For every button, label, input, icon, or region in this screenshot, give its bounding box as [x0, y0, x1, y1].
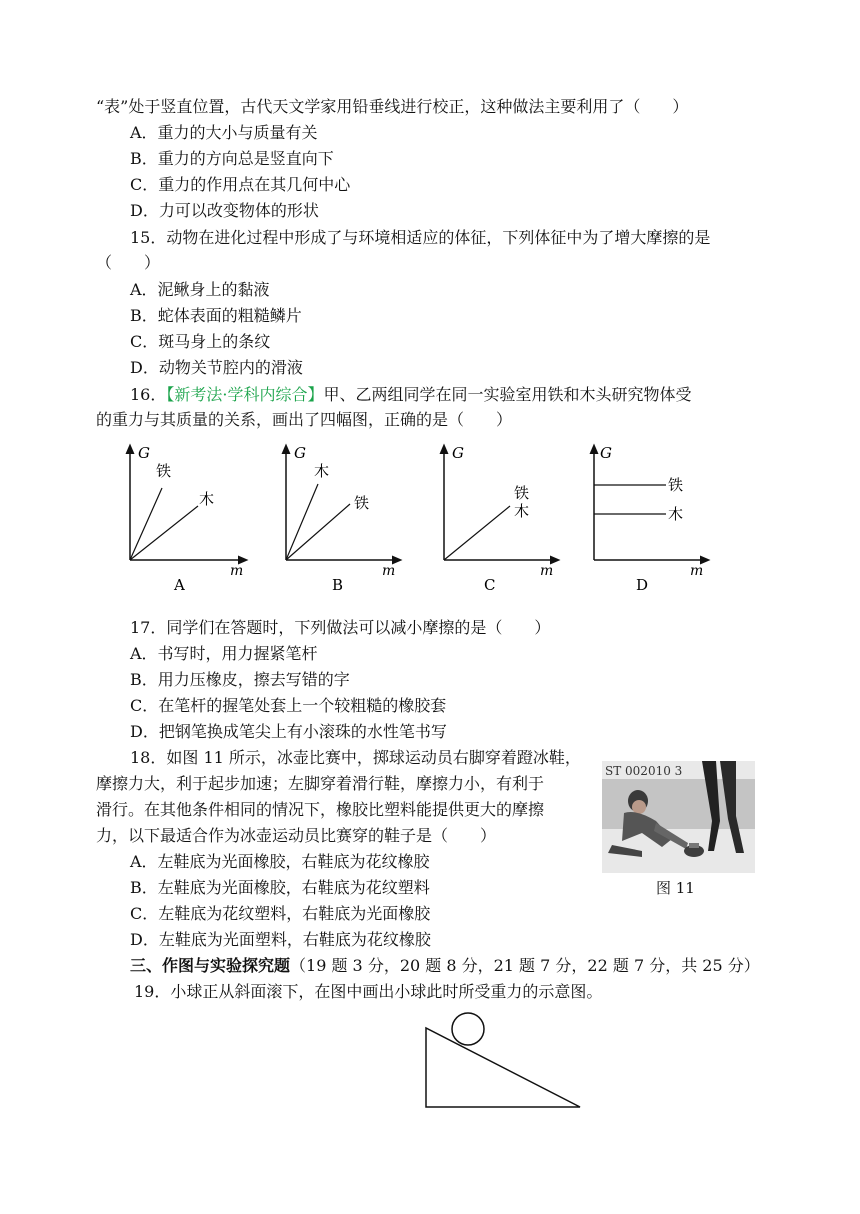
q18-stem-line1: 18．如图 11 所示，冰壶比赛中，掷球运动员右脚穿着蹬冰鞋， — [130, 748, 581, 767]
q15-option-c: C．斑马身上的条纹 — [130, 332, 271, 351]
graph-c — [444, 444, 556, 594]
graph-b-label-wood: 木 — [314, 462, 330, 480]
q16-tag: 【新考法·学科内综合】 — [166, 385, 324, 404]
graph-b-line-wood — [286, 484, 318, 560]
q15-stem: 15．动物在进化过程中形成了与环境相适应的体征，下列体征中为了增大摩擦的是 — [130, 228, 711, 247]
q18-stem-line3: 滑行。在其他条件相同的情况下，橡胶比塑料能提供更大的摩擦 — [96, 800, 545, 819]
q18-option-a: A．左鞋底为光面橡胶，右鞋底为花纹橡胶 — [130, 852, 430, 871]
graph-c-label-wood: 木 — [514, 502, 530, 520]
q17-option-b: B．用力压橡皮，擦去写错的字 — [130, 670, 350, 689]
graph-c-x-label: m — [540, 563, 554, 579]
graph-a-label-wood: 木 — [199, 490, 215, 508]
q18-option-c: C．左鞋底为花纹塑料，右鞋底为光面橡胶 — [130, 904, 431, 923]
q17-option-d: D．把钢笔换成笔尖上有小滚珠的水性笔书写 — [130, 722, 447, 741]
graph-b — [286, 444, 398, 594]
q19-stem: 19．小球正从斜面滚下，在图中画出小球此时所受重力的示意图。 — [134, 982, 603, 1001]
q16-number: 16． — [130, 385, 167, 404]
q15-option-b: B．蛇体表面的粗糙鳞片 — [130, 306, 302, 325]
q19-incline-figure — [420, 1008, 590, 1112]
graph-b-caption: B — [332, 576, 344, 594]
q16-stem-line2: 的重力与其质量的关系，画出了四幅图，正确的是（ ） — [96, 410, 513, 429]
graph-b-line-iron — [286, 504, 350, 560]
q18-stem-line2: 摩擦力大，利于起步加速；左脚穿着滑行鞋，摩擦力小，有利于 — [96, 774, 545, 793]
q14-stem-tail: “表”处于竖直位置，古代天文学家用铅垂线进行校正，这种做法主要利用了（ ） — [96, 97, 689, 116]
q18-option-b: B．左鞋底为光面橡胶，右鞋底为花纹塑料 — [130, 878, 430, 897]
graph-a-x-label: m — [230, 563, 244, 579]
graph-d-x-label: m — [690, 563, 704, 579]
q17-option-a: A．书写时，用力握紧笔杆 — [130, 644, 318, 663]
section-3-title: 三、作图与实验探究题 — [130, 956, 291, 975]
graph-c-line — [444, 506, 510, 560]
incline-triangle — [426, 1028, 580, 1107]
curling-photo — [602, 761, 755, 873]
q14-option-a: A．重力的大小与质量有关 — [130, 123, 318, 142]
q15-stem-bracket: （ ） — [96, 253, 161, 272]
curling-photo-illustration — [602, 761, 755, 873]
q18-stem-line4: 力，以下最适合作为冰壶运动员比赛穿的鞋子是（ ） — [96, 826, 497, 845]
q15-option-d: D．动物关节腔内的滑液 — [130, 358, 303, 377]
graph-a-line-wood — [130, 506, 198, 560]
graph-c-y-label: G — [452, 444, 464, 462]
q18-option-d: D．左鞋底为光面塑料，右鞋底为花纹橡胶 — [130, 930, 431, 949]
graph-d-y-label: G — [600, 444, 612, 462]
graph-a — [130, 444, 244, 594]
q16-stem — [130, 384, 691, 406]
q16-stem-rest: 甲、乙两组同学在同一实验室用铁和木头研究物体受 — [323, 385, 692, 404]
graph-d — [594, 444, 706, 594]
graph-a-line-iron — [130, 488, 162, 560]
graph-c-label-iron: 铁 — [514, 484, 530, 502]
q15-option-a: A．泥鳅身上的黏液 — [130, 280, 270, 299]
section-3-scoring: （19 题 3 分，20 题 8 分，21 题 7 分，22 题 7 分，共 25 分） — [290, 956, 760, 975]
graph-c-caption: C — [484, 576, 496, 594]
graph-b-y-label: G — [294, 444, 306, 462]
scoreboard-text: ST 002010 3 — [605, 764, 683, 778]
graph-d-label-wood: 木 — [668, 505, 684, 523]
q14-option-d: D．力可以改变物体的形状 — [130, 201, 319, 220]
section-3-heading — [130, 955, 760, 977]
graph-d-label-iron: 铁 — [668, 476, 684, 494]
graph-a-caption: A — [174, 576, 185, 594]
figure-11-caption: 图 11 — [656, 879, 695, 897]
q16-graphs — [110, 440, 720, 600]
graph-b-label-iron: 铁 — [354, 494, 370, 512]
graph-b-x-label: m — [382, 563, 396, 579]
graph-d-caption: D — [636, 576, 649, 594]
q14-option-c: C．重力的作用点在其几何中心 — [130, 175, 351, 194]
graph-a-label-iron: 铁 — [156, 462, 172, 480]
q17-option-c: C．在笔杆的握笔处套上一个较粗糙的橡胶套 — [130, 696, 447, 715]
q14-option-b: B．重力的方向总是竖直向下 — [130, 149, 334, 168]
graph-a-y-label: G — [138, 444, 150, 462]
ball — [452, 1013, 484, 1045]
q17-stem: 17．同学们在答题时，下列做法可以减小摩擦的是（ ） — [130, 618, 551, 637]
